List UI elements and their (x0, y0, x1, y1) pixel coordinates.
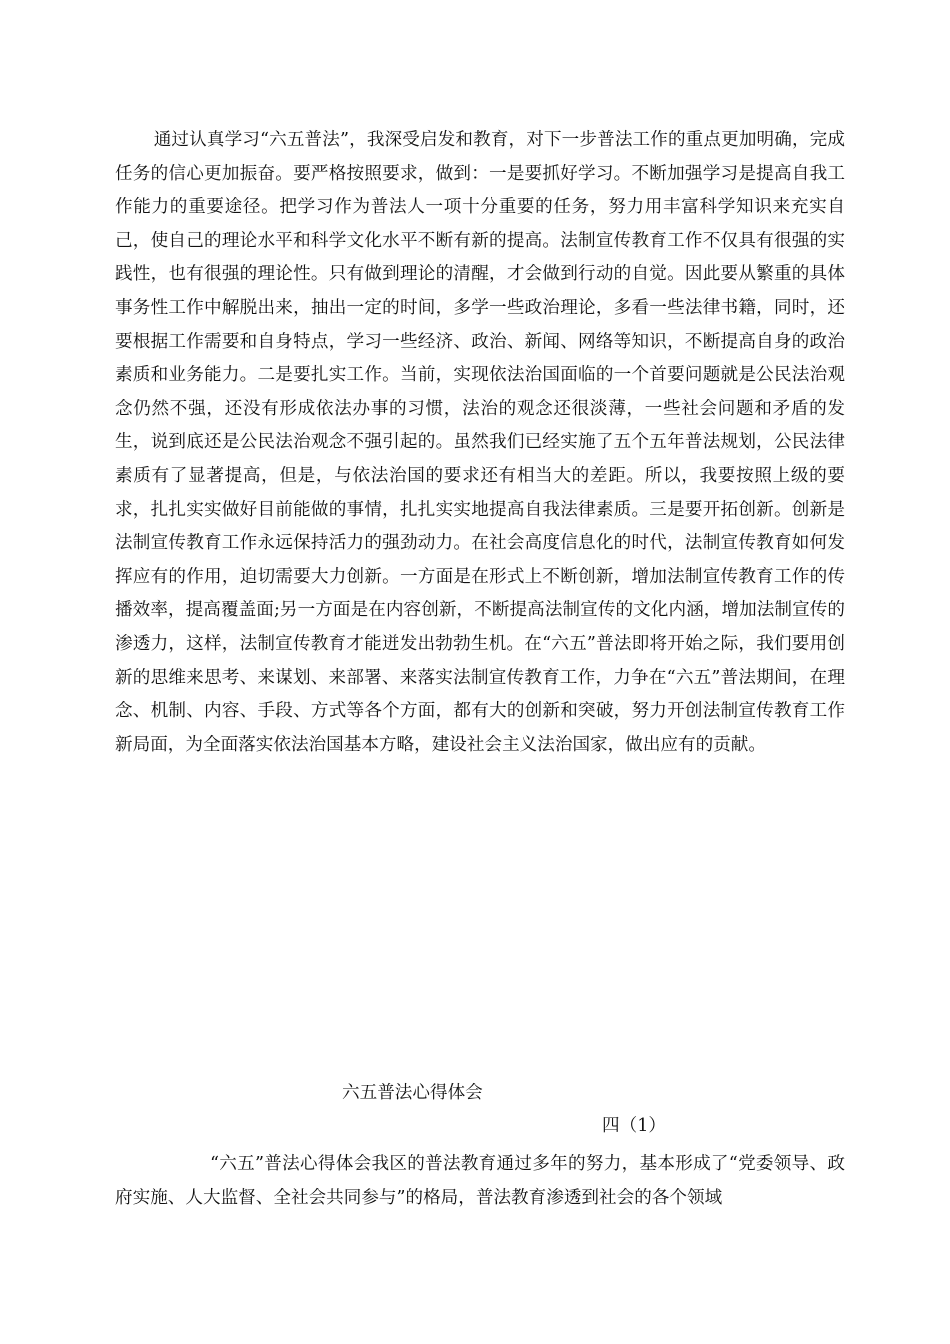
section-title: 六五普法心得体会 (342, 1083, 483, 1103)
body-paragraph-2: “六五”普法心得体会我区的普法教育通过多年的努力，基本形成了“党委领导、政府实施、人大监督、全社会共同参与”的格局，普法教育渗透到社会的各个领域 (115, 1154, 845, 1208)
section-subtitle: 四（1） (602, 1116, 666, 1136)
body-paragraph-1: 通过认真学习“六五普法”，我深受启发和教育，对下一步普法工作的重点更加明确，完成任务的信心更加振奋。要严格按照要求，做到：一是要抓好学习。不断加强学习是提高自我工作能力的重要途径。把学习作为普法人一项十分重要的任务，努力用丰富科学知识来充实自己，使自己的理论水平和科学文化水平不断有新的提高。法制宣传教育工作不仅具有很强的实践性，也有很强的理论性。只有做到理论的清醒，才会做到行动的自觉。因此要从繁重的具体事务性工作中解脱出来，抽出一定的时间，多学一些政治理论，多看一些法律书籍，同时，还要根据工作需要和自身特点，学习一些经济、政治、新闻、网络等知识，不断提高自身的政治素质和业务能力。二是要扎实工作。当前，实现依法治国面临的一个首要问题就是公民法治观念仍然不强，还没有形成依法办事的习惯，法治的观念还很淡薄，一些社会问题和矛盾的发生，说到底还是公民法治观念不强引起的。虽然我们已经实施了五个五年普法规划，公民法律素质有了显著提高，但是，与依法治国的要求还有相当大的差距。所以，我要按照上级的要求，扎扎实实做好目前能做的事情，扎扎实实地提高自我法律素质。三是要开拓创新。创新是法制宣传教育工作永远保持活力的强劲动力。在社会高度信息化的时代，法制宣传教育如何发挥应有的作用，迫切需要大力创新。一方面是在形式上不断创新，增加法制宣传教育工作的传播效率，提高覆盖面;另一方面是在内容创新，不断提高法制宣传的文化内涵，增加法制宣传的渗透力，这样，法制宣传教育才能迸发出勃勃生机。在“六五”普法即将开始之际，我们要用创新的思维来思考、来谋划、来部署、来落实法制宣传教育工作，力争在“六五”普法期间，在理念、机制、内容、手段、方式等各个方面，都有大的创新和突破，努力开创法制宣传教育工作新局面，为全面落实依法治国基本方略，建设社会主义法治国家，做出应有的贡献。 (115, 130, 845, 755)
